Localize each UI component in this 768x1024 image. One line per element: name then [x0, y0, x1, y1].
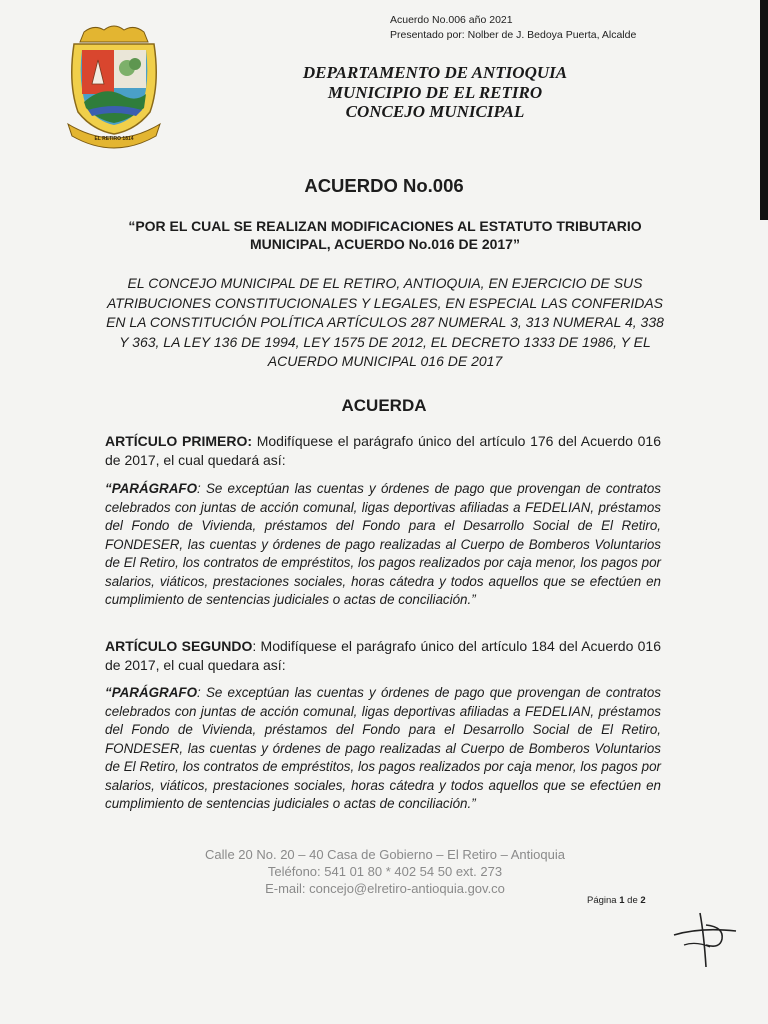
article-2-paragraph [105, 684, 661, 814]
article-2-label: ARTÍCULO SEGUNDO [105, 638, 253, 654]
reference-act-number: Acuerdo No.006 año 2021 [390, 14, 513, 26]
coat-of-arms-icon [64, 24, 164, 154]
footer-phone: Teléfono: 541 01 80 * 402 54 50 ext. 273 [267, 864, 503, 879]
svg-text:EL RETIRO 1814: EL RETIRO 1814 [94, 136, 134, 142]
reference-block [390, 13, 636, 43]
page-total: 2 [640, 895, 646, 906]
page-number: Página 1 de 2 [587, 895, 646, 906]
article-1-paragraph-text: : Se exceptúan las cuentas y órdenes de pago que provengan de contratos celebrados con juntas de acción comunal, ligas deportivas afiliadas a FEDELIAN, préstamos del Fondo de Vivienda, préstamos del Fondo para el Desarrollo Social de El Retiro, FONDESER, las cuentas y órdenes de pago realizadas al Cuerpo de Bomberos Voluntarios de El Retiro, los contratos de empréstitos, los pagos realizados por caja menor, los pagos por salarios, viáticos, prestaciones sociales, horas cátedra y todos aquellos que se efectúen en cumplimiento de sentencias judiciales o actas de conciliación.” [105, 481, 661, 607]
article-1-intro [105, 432, 661, 470]
institution-header [240, 63, 630, 122]
page-current: 1 [619, 895, 625, 906]
footer-address: Calle 20 No. 20 – 40 Casa de Gobierno – El Retiro – Antioquia [205, 847, 565, 862]
act-subject: “POR EL CUAL SE REALIZAN MODIFICACIONES AL ESTATUTO TRIBUTARIO MUNICIPAL, ACUERDO No.016 DE 2017” [128, 218, 642, 252]
acuerda-heading: ACUERDA [341, 396, 427, 415]
article-1-paragraph-label: “PARÁGRAFO [105, 481, 197, 496]
footer-email: E-mail: concejo@elretiro-antioquia.gov.co [265, 881, 505, 896]
article-2-text: : Modifíquese el parágrafo único del artículo 184 del Acuerdo 016 de 2017, el cual quedara así: [105, 638, 661, 673]
article-2-intro [105, 637, 661, 675]
article-2-paragraph-label: “PARÁGRAFO [105, 685, 197, 700]
article-2-paragraph-text: : Se exceptúan las cuentas y órdenes de pago que provengan de contratos celebrados con juntas de acción comunal, ligas deportivas afiliadas a FEDELIAN, préstamos del Fondo de Vivienda, préstamos del Fondo para el Desarrollo Social de El Retiro, FONDESER, las cuentas y órdenes de pago realizadas al Cuerpo de Bomberos Voluntarios de El Retiro, los contratos de empréstitos, los pagos realizados por caja menor, los pagos por salarios, viáticos, prestaciones sociales, horas cátedra y todos aquellos que se efectúen en cumplimiento de sentencias judiciales o actas de conciliación.” [105, 685, 661, 811]
handwritten-signature-icon [670, 905, 740, 975]
header-municipality: MUNICIPIO DE EL RETIRO [327, 82, 543, 102]
article-1-label: ARTÍCULO PRIMERO: [105, 433, 253, 449]
reference-presented-by: Presentado por: Nolber de J. Bedoya Puerta, Alcalde [390, 29, 637, 41]
header-department: DEPARTAMENTO DE ANTIOQUIA [302, 63, 568, 82]
article-1-paragraph [105, 480, 661, 610]
footer-contact [150, 846, 620, 897]
article-1-text: Modifíquese el parágrafo único del artículo 176 del Acuerdo 016 de 2017, el cual quedará así: [105, 433, 661, 468]
act-preamble: EL CONCEJO MUNICIPAL DE EL RETIRO, ANTIOQUIA, EN EJERCICIO DE SUS ATRIBUCIONES CONSTITUCIONALES Y LEGALES, EN ESPECIAL LAS CONFERIDAS EN LA CONSTITUCIÓN POLÍTICA ARTÍCULOS 287 NUMERAL 3, 313 NUMERAL 4, 338 Y 363, LA LEY 136 DE 1994, LEY 1575 DE 2012, EL DECRETO 1333 DE 1986, Y EL ACUERDO MUNICIPAL 016 DE 2017 [106, 275, 664, 369]
header-council: CONCEJO MUNICIPAL [345, 102, 525, 121]
act-title: ACUERDO No.006 [304, 175, 464, 196]
